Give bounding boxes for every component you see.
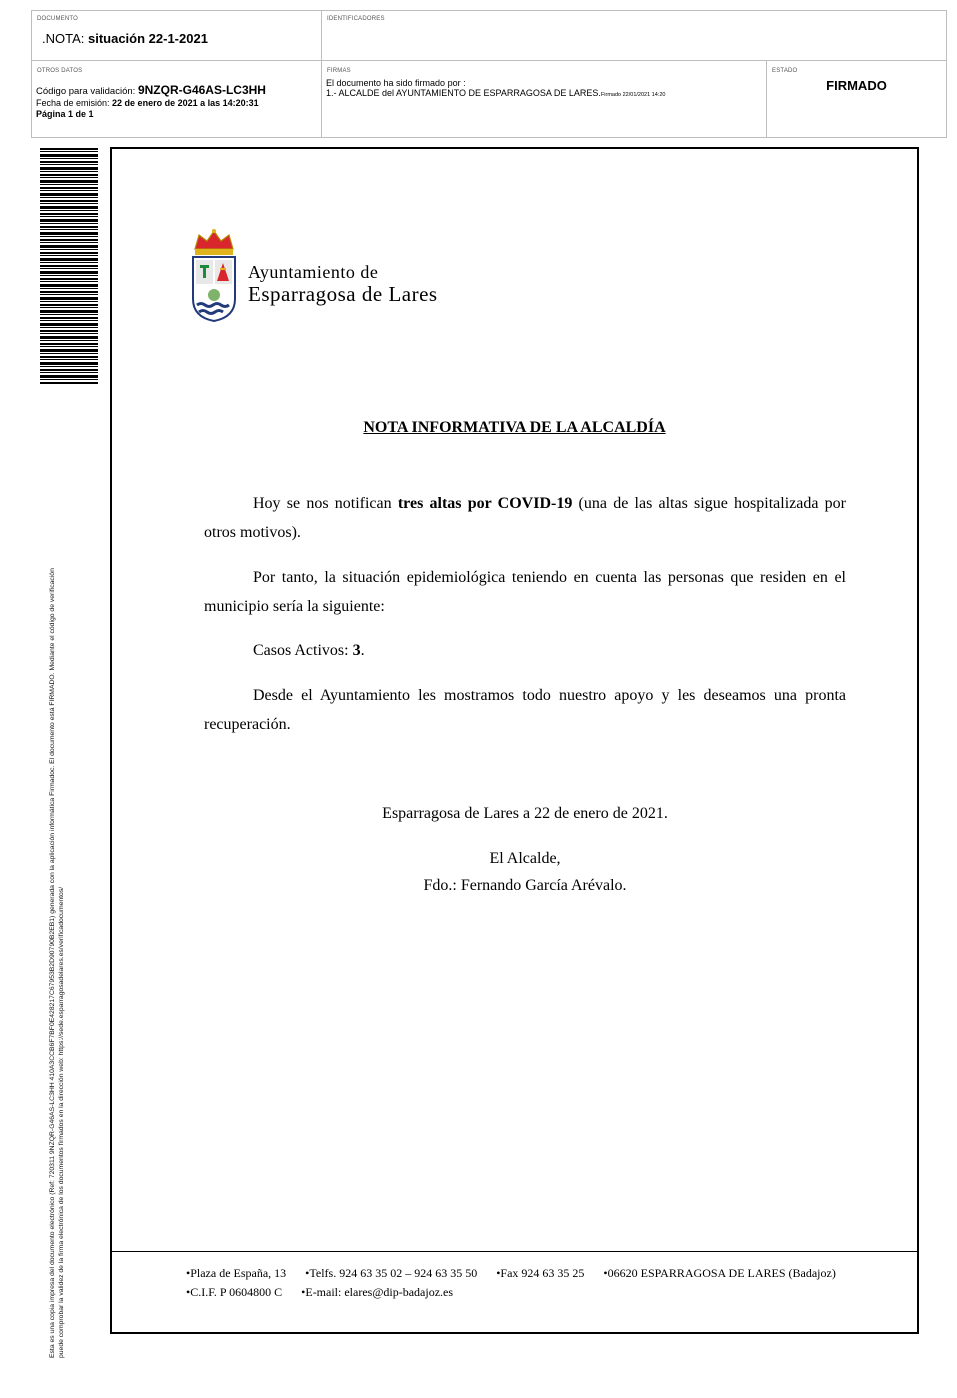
issue-date: Fecha de emisión: 22 de enero de 2021 a las 14:20:31 bbox=[36, 98, 259, 108]
org-line1: Ayuntamiento de bbox=[248, 262, 379, 282]
place-date: Esparragosa de Lares a 22 de enero de 2021. bbox=[382, 805, 668, 822]
paragraph-support: Desde el Ayuntamiento les mostramos todo nuestro apoyo y les deseamos una pronta recuperación. bbox=[204, 687, 846, 733]
footer-phones: •Telfs. 924 63 35 02 – 924 63 35 50 bbox=[305, 1266, 478, 1280]
barcode bbox=[40, 148, 98, 385]
footer-email: •E-mail: elares@dip-badajoz.es bbox=[301, 1285, 454, 1299]
signature-header-table bbox=[31, 10, 947, 138]
active-cases: Casos Activos: 3. bbox=[253, 642, 365, 659]
documento-label: DOCUMENTO bbox=[37, 16, 79, 22]
documento-cell bbox=[32, 11, 322, 61]
identificadores-cell bbox=[322, 11, 946, 61]
organization-name bbox=[248, 261, 438, 305]
estado-label: ESTADO bbox=[772, 68, 798, 74]
paragraph-situation: Por tanto, la situación epidemiológica teniendo en cuenta las personas que residen en el municipio sería la siguiente: bbox=[204, 569, 846, 615]
paragraph-discharges: Hoy se nos notifican tres altas por COVID-19 (una de las altas sigue hospitalizada por otros motivos). bbox=[204, 495, 847, 541]
side-text-line2: puede comprobar la validez de la firma electrónica de los documentos firmados en la dirección web: https://sede.esparragosadelares.es/verificadocumentos/ bbox=[58, 886, 65, 1358]
footer-city: •06620 ESPARRAGOSA DE LARES (Badajoz) bbox=[603, 1266, 836, 1280]
document-page bbox=[110, 147, 919, 1334]
otros-datos-label: OTROS DATOS bbox=[37, 68, 83, 74]
org-line2: Esparragosa de Lares bbox=[248, 282, 438, 306]
verification-side-text bbox=[48, 388, 66, 1358]
document-heading: NOTA INFORMATIVA DE LA ALCALDÍA bbox=[363, 419, 666, 436]
firmas-line2: 1.- ALCALDE del AYUNTAMIENTO DE ESPARRAGOSA DE LARES.Firmado 22/01/2021 14:20 bbox=[326, 88, 666, 98]
firmas-cell bbox=[322, 61, 767, 137]
otros-datos-cell bbox=[32, 61, 322, 137]
status-badge: FIRMADO bbox=[826, 78, 887, 93]
footer-line2 bbox=[186, 1285, 469, 1300]
firmas-line1: El documento ha sido firmado por : bbox=[326, 78, 466, 88]
side-text-line1: Esta es una copia impresa del documento electrónico (Ref: 720311 9NZQR-G46AS-LC3HH 410A3CCB6F7BF0E428217C67953B2D90790B2EB1) generada con la aplicación informática Firmadoc. El documento está FIRMADO. Mediante el código de verificación bbox=[49, 568, 56, 1358]
footer-cif: •C.I.F. P 0604800 C bbox=[186, 1285, 283, 1299]
footer-fax: •Fax 924 63 35 25 bbox=[496, 1266, 585, 1280]
page-count: Página 1 de 1 bbox=[36, 109, 94, 119]
identificadores-label: IDENTIFICADORES bbox=[327, 16, 385, 22]
firmas-label: FIRMAS bbox=[327, 68, 351, 74]
signer-title: El Alcalde, bbox=[489, 850, 561, 867]
footer-line1 bbox=[186, 1266, 852, 1281]
signer-name: Fdo.: Fernando García Arévalo. bbox=[423, 877, 627, 894]
coat-of-arms-icon bbox=[189, 227, 239, 324]
estado-cell bbox=[767, 61, 946, 137]
validation-code: Código para validación: 9NZQR-G46AS-LC3HH bbox=[36, 83, 266, 97]
footer-divider bbox=[112, 1251, 917, 1252]
document-title: .NOTA: situación 22-1-2021 bbox=[42, 31, 208, 46]
footer-address: •Plaza de España, 13 bbox=[186, 1266, 287, 1280]
